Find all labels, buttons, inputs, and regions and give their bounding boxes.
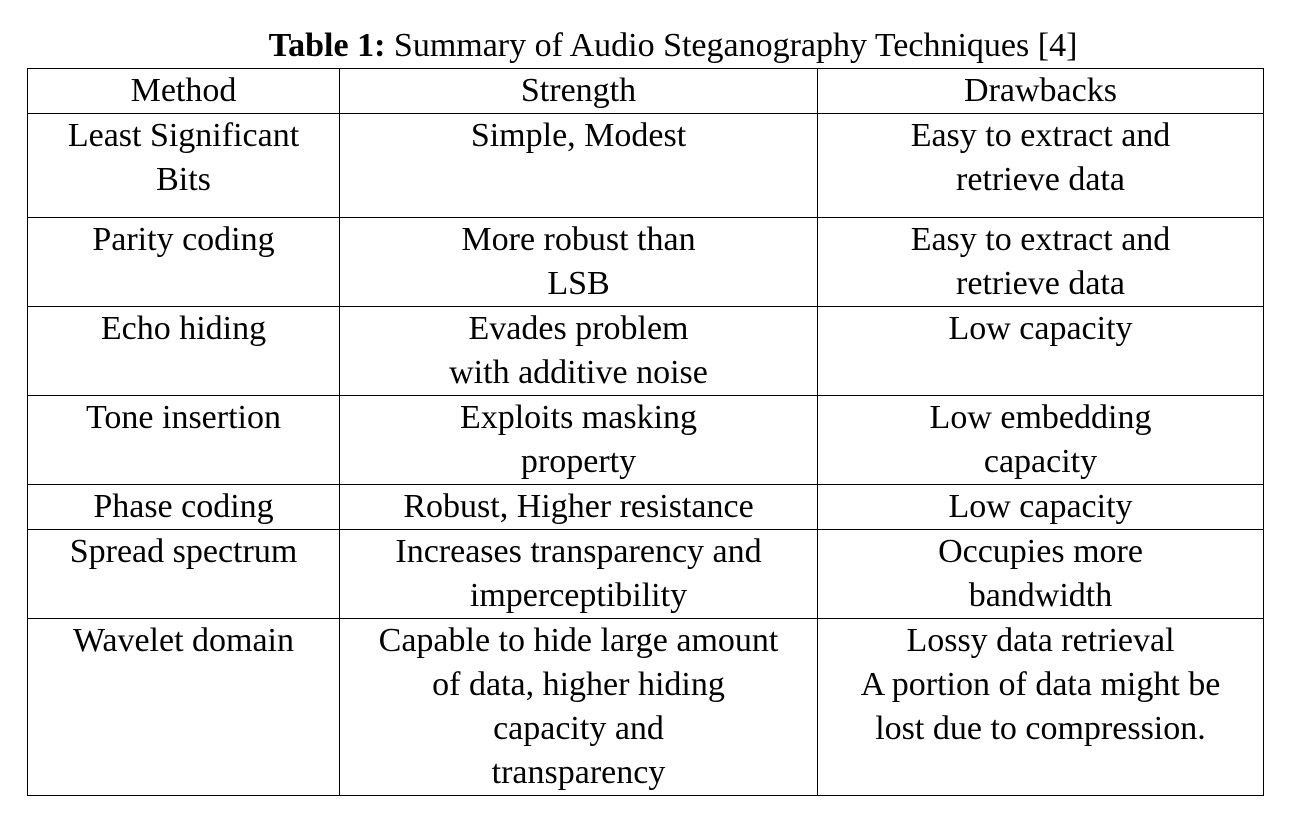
strength-line: More robust than — [461, 221, 696, 258]
table-row — [28, 485, 1264, 530]
drawbacks-cell — [818, 485, 1264, 530]
method-cell — [28, 619, 340, 796]
drawbacks-line: lost due to compression. — [875, 710, 1206, 747]
strength-line: Capable to hide large amount — [378, 622, 779, 659]
strength-line: LSB — [547, 265, 610, 302]
caption-text: Summary of Audio Steganography Techniques [4] — [385, 27, 1078, 64]
drawbacks-line: Easy to extract and — [910, 117, 1171, 154]
caption-label: Table 1: — [268, 27, 386, 64]
method-cell — [28, 218, 340, 307]
method-cell — [28, 307, 340, 396]
strength-cell — [340, 114, 818, 218]
method-cell — [28, 485, 340, 530]
strength-line: imperceptibility — [469, 577, 688, 614]
strength-line: transparency — [491, 754, 666, 791]
header-drawbacks: Drawbacks — [818, 69, 1264, 114]
method-line: Tone insertion — [86, 399, 281, 436]
method-line: Spread spectrum — [69, 533, 298, 570]
table-row — [28, 396, 1264, 485]
drawbacks-line: A portion of data might be — [860, 666, 1221, 703]
drawbacks-line: retrieve data — [956, 161, 1125, 198]
strength-line: Increases transparency and — [395, 533, 762, 570]
method-line: Echo hiding — [100, 310, 267, 347]
method-line: Phase coding — [93, 488, 274, 525]
drawbacks-line: Occupies more — [938, 533, 1143, 570]
method-cell — [28, 396, 340, 485]
strength-cell — [340, 396, 818, 485]
strength-line: capacity and — [493, 710, 664, 747]
table-row — [28, 218, 1264, 307]
strength-line: property — [520, 443, 637, 480]
drawbacks-line: capacity — [983, 443, 1098, 480]
drawbacks-cell — [818, 530, 1264, 619]
drawbacks-cell — [818, 307, 1264, 396]
drawbacks-line: Low capacity — [948, 488, 1133, 525]
strength-cell — [340, 619, 818, 796]
drawbacks-line: bandwidth — [968, 577, 1113, 614]
method-cell — [28, 114, 340, 218]
table-row — [28, 114, 1264, 218]
strength-cell — [340, 530, 818, 619]
strength-cell — [340, 218, 818, 307]
method-line: Parity coding — [92, 221, 275, 258]
drawbacks-line: Low embedding — [929, 399, 1152, 436]
drawbacks-cell — [818, 218, 1264, 307]
method-cell — [28, 530, 340, 619]
drawbacks-line: Low capacity — [948, 310, 1133, 347]
method-line: Bits — [156, 161, 211, 198]
strength-line: Simple, Modest — [470, 117, 687, 154]
table-row — [28, 307, 1264, 396]
method-line: Wavelet domain — [72, 622, 295, 659]
drawbacks-line: Easy to extract and — [910, 221, 1171, 258]
strength-line: with additive noise — [449, 354, 708, 391]
header-method: Method — [28, 69, 340, 114]
strength-cell — [340, 485, 818, 530]
drawbacks-line: Lossy data retrieval — [906, 622, 1175, 659]
strength-cell — [340, 307, 818, 396]
header-strength: Strength — [340, 69, 818, 114]
table-row — [28, 530, 1264, 619]
strength-line: of data, higher hiding — [432, 666, 725, 703]
strength-line: Robust, Higher resistance — [403, 488, 754, 525]
strength-line: Exploits masking — [459, 399, 698, 436]
table-header-row — [28, 69, 1264, 114]
drawbacks-line: retrieve data — [956, 265, 1125, 302]
strength-line: Evades problem — [468, 310, 689, 347]
table-row — [28, 619, 1264, 796]
table-caption — [0, 26, 1302, 66]
techniques-table — [27, 68, 1264, 796]
drawbacks-cell — [818, 619, 1264, 796]
drawbacks-cell — [818, 396, 1264, 485]
drawbacks-cell — [818, 114, 1264, 218]
method-line: Least Significant — [67, 117, 300, 154]
